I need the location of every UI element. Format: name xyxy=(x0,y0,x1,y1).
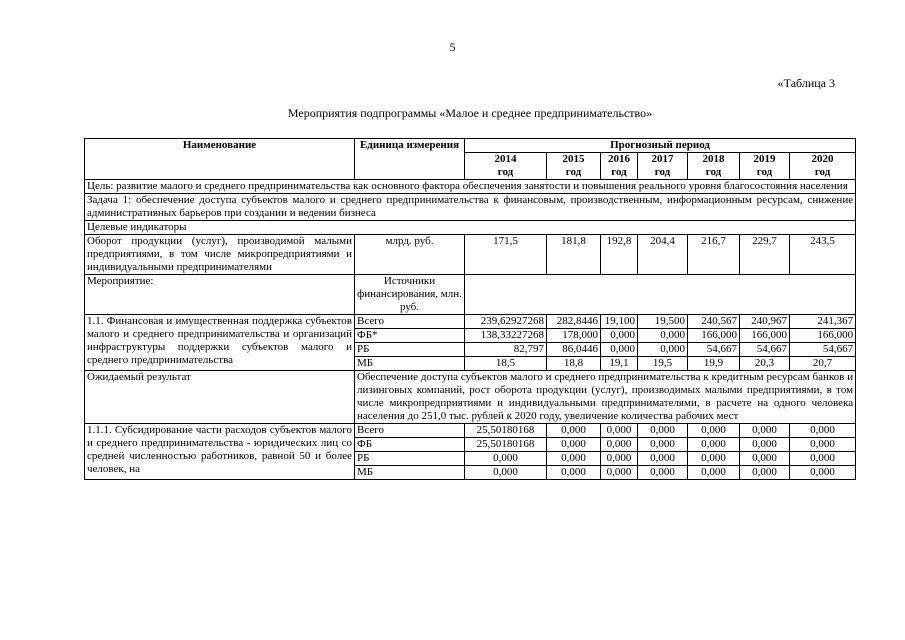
header-year-cell: 2016 год xyxy=(601,153,638,180)
source-label: РБ xyxy=(355,452,465,466)
finance-value: 0,000 xyxy=(740,452,790,466)
indicator-value: 181,8 xyxy=(547,235,601,275)
finance-value: 239,62927268 xyxy=(465,315,547,329)
measure-1-1-name: 1.1. Финансовая и имущественная поддержка субъектов малого и среднего предпринимательства и организаций инфраструктуры поддержки субъектов малого и среднего предпринимательства xyxy=(85,315,355,371)
finance-value: 0,000 xyxy=(638,329,688,343)
header-year-cell: 2017 год xyxy=(638,153,688,180)
finance-value: 19,9 xyxy=(688,357,740,371)
finance-value: 0,000 xyxy=(465,452,547,466)
finance-value: 240,967 xyxy=(740,315,790,329)
indicator-value: 216,7 xyxy=(688,235,740,275)
finance-value: 0,000 xyxy=(547,424,601,438)
task-row xyxy=(85,194,856,221)
finance-value: 0,000 xyxy=(638,466,688,480)
document-title: Мероприятия подпрограммы «Малое и среднее предпринимательство» xyxy=(287,106,653,120)
source-label: РБ xyxy=(355,343,465,357)
finance-value: 282,8446 xyxy=(547,315,601,329)
finance-value: 0,000 xyxy=(688,466,740,480)
empty-cell xyxy=(465,275,856,315)
finance-row xyxy=(85,315,856,329)
finance-value: 54,667 xyxy=(688,343,740,357)
finance-value: 0,000 xyxy=(638,452,688,466)
header-year-cell: 2020 год xyxy=(790,153,856,180)
indicator-name: Оборот продукции (услуг), производимой малыми предприятиями, в том числе микропредприятиями и индивидуальными предпринимателями xyxy=(85,235,355,275)
finance-value: 0,000 xyxy=(601,438,638,452)
finance-value: 178,000 xyxy=(547,329,601,343)
indicator-value: 229,7 xyxy=(740,235,790,275)
finance-value: 86,0446 xyxy=(547,343,601,357)
header-period: Прогнозный период xyxy=(465,139,856,153)
finance-value: 0,000 xyxy=(740,466,790,480)
indicators-label: Целевые индикаторы xyxy=(85,221,856,235)
finance-value: 54,667 xyxy=(790,343,856,357)
finance-value: 0,000 xyxy=(465,466,547,480)
source-label: МБ xyxy=(355,466,465,480)
finance-value: 20,3 xyxy=(740,357,790,371)
finance-value: 19,500 xyxy=(638,315,688,329)
sources-label: Источники финансирования, млн. руб. xyxy=(355,275,465,315)
source-label: ФБ xyxy=(355,438,465,452)
finance-value: 0,000 xyxy=(601,343,638,357)
header-unit: Единица измерения xyxy=(355,139,465,180)
finance-value: 0,000 xyxy=(547,466,601,480)
measure-header-row xyxy=(85,275,856,315)
header-year-cell: 2014 год xyxy=(465,153,547,180)
task-text: Задача 1: обеспечение доступа субъектов малого и среднего предпринимательства к финансовым, производственным, информационным ресурсам, снижение административных барьеров при создании и ведении бизнеса xyxy=(85,194,856,221)
finance-value: 166,000 xyxy=(790,329,856,343)
finance-value: 0,000 xyxy=(740,424,790,438)
finance-value: 0,000 xyxy=(638,424,688,438)
header-year-cell: 2015 год xyxy=(547,153,601,180)
indicator-row xyxy=(85,235,856,275)
finance-value: 0,000 xyxy=(547,438,601,452)
measure-1-1-1-name: 1.1.1. Субсидирование части расходов субъектов малого и среднего предпринимательства - юридических лиц со средней численностью работников, равной 50 и более человек, на xyxy=(85,424,355,480)
finance-value: 0,000 xyxy=(790,424,856,438)
finance-value: 166,000 xyxy=(740,329,790,343)
expected-text: Обеспечение доступа субъектов малого и среднего предпринимательства к кредитным ресурсам банков и лизинговых компаний, рост оборота продукции (услуг), производимых малыми предприятиями, в том числе микропредприятиями и индивидуальными предпринимателями, в расчете на одного человека населения до 251,0 тыс. рублей к 2020 году, увеличение количества рабочих мест xyxy=(355,371,856,424)
finance-value: 0,000 xyxy=(601,452,638,466)
measure-label: Мероприятие: xyxy=(85,275,355,315)
finance-row xyxy=(85,424,856,438)
finance-value: 0,000 xyxy=(740,438,790,452)
finance-value: 19,100 xyxy=(601,315,638,329)
measures-table xyxy=(84,138,856,480)
finance-value: 241,367 xyxy=(790,315,856,329)
finance-value: 19,1 xyxy=(601,357,638,371)
finance-value: 0,000 xyxy=(688,438,740,452)
finance-value: 0,000 xyxy=(638,438,688,452)
finance-value: 166,000 xyxy=(688,329,740,343)
indicator-unit: млрд. руб. xyxy=(355,235,465,275)
finance-value: 18,5 xyxy=(465,357,547,371)
finance-value: 0,000 xyxy=(601,329,638,343)
finance-value: 0,000 xyxy=(790,438,856,452)
indicator-value: 171,5 xyxy=(465,235,547,275)
finance-value: 240,567 xyxy=(688,315,740,329)
finance-value: 20,7 xyxy=(790,357,856,371)
expected-row xyxy=(85,371,856,424)
source-label: МБ xyxy=(355,357,465,371)
goal-row xyxy=(85,180,856,194)
finance-value: 0,000 xyxy=(790,466,856,480)
finance-value: 25,50180168 xyxy=(465,438,547,452)
finance-value: 0,000 xyxy=(638,343,688,357)
header-year-cell: 2018 год xyxy=(688,153,740,180)
indicator-value: 204,4 xyxy=(638,235,688,275)
finance-value: 0,000 xyxy=(688,424,740,438)
table-reference: «Таблица 3 xyxy=(777,76,835,90)
page-number: 5 xyxy=(449,40,456,54)
source-label: ФБ* xyxy=(355,329,465,343)
finance-value: 0,000 xyxy=(601,466,638,480)
finance-value: 138,33227268 xyxy=(465,329,547,343)
finance-value: 25,50180168 xyxy=(465,424,547,438)
finance-value: 18,8 xyxy=(547,357,601,371)
source-label: Всего xyxy=(355,315,465,329)
header-year-cell: 2019 год xyxy=(740,153,790,180)
finance-value: 19,5 xyxy=(638,357,688,371)
header-name: Наименование xyxy=(85,139,355,180)
indicator-value: 243,5 xyxy=(790,235,856,275)
header-row-1 xyxy=(85,139,856,153)
goal-text: Цель: развитие малого и среднего предпринимательства как основного фактора обеспечения занятости и повышения реального уровня благосостояния населения xyxy=(85,180,856,194)
finance-value: 0,000 xyxy=(688,452,740,466)
source-label: Всего xyxy=(355,424,465,438)
indicators-row xyxy=(85,221,856,235)
finance-value: 0,000 xyxy=(601,424,638,438)
finance-value: 82,797 xyxy=(465,343,547,357)
indicator-value: 192,8 xyxy=(601,235,638,275)
expected-label: Ожидаемый результат xyxy=(85,371,355,424)
finance-value: 0,000 xyxy=(790,452,856,466)
finance-value: 0,000 xyxy=(547,452,601,466)
finance-value: 54,667 xyxy=(740,343,790,357)
